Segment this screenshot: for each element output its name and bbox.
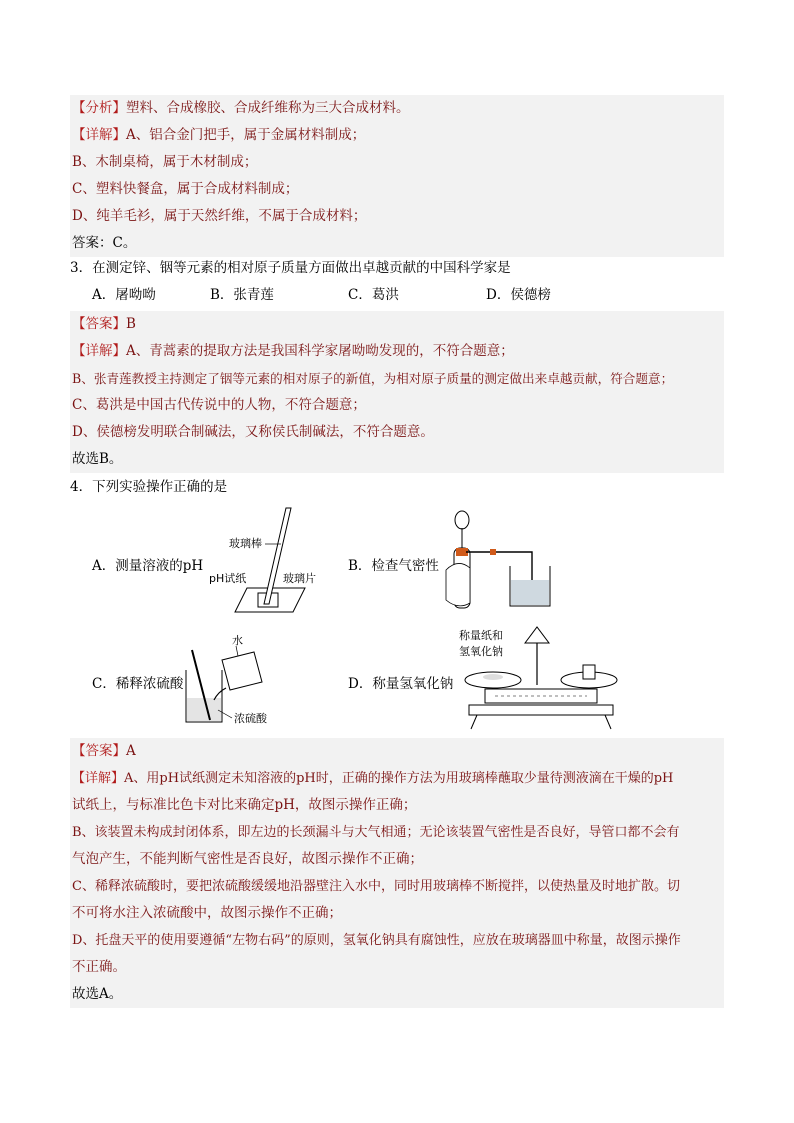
analysis-text: 塑料、合成橡胶、合成纤维称为三大合成材料。 (126, 100, 410, 116)
acid-label: 浓硫酸 (234, 712, 267, 725)
q4-detail-c2: 不可将水注入浓硫酸中，故图示操作不正确； (72, 905, 342, 921)
q2-detail-a (70, 122, 724, 149)
base (469, 705, 613, 715)
rubber-joint (490, 549, 496, 555)
q4-detail-a1 (70, 765, 724, 792)
q3-option-d: D．侯德榜 (486, 287, 551, 303)
q4-option-d: D．称量氢氧化钠 (348, 676, 454, 692)
q4-stem: 4．下列实验操作正确的是 (70, 479, 228, 495)
hand (446, 563, 470, 605)
q4-answer (70, 738, 724, 765)
q4-detail-a2: 试纸上，与标准比色卡对比来确定pH，故图示操作正确； (72, 797, 417, 813)
ph-test-figure (205, 500, 325, 620)
q4-detail-d1: D、托盘天平的使用要遵循“左物右码”的原则，氢氧化钠具有腐蚀性，应放在玻璃器皿中称量，故图示操作 (72, 933, 681, 948)
q4-detail-b2: 气泡产生，不能判断气密性是否良好，故图示操作不正确； (72, 851, 423, 867)
detail-text: A、用pH试纸测定未知溶液的pH时，正确的操作方法为用玻璃棒蘸取少量待测液滴在干燥的pH (124, 771, 674, 786)
q4-option-b: B．检查气密性 (348, 558, 439, 574)
q4-detail-c1: C、稀释浓硫酸时，要把浓硫酸缓缓地沿器壁注入水中，同时用玻璃棒不断搅拌，以使热量及时地扩散。切 (72, 879, 680, 894)
balance-figure (455, 625, 630, 735)
q4-option-c: C．稀释浓硫酸 (92, 676, 184, 692)
q4-solution-block (70, 738, 724, 1008)
q3-solution-block (70, 311, 724, 473)
q4-detail-b1: B、该装置未构成封闭体系，即左边的长颈漏斗与大气相通；无论该装置气密性是否良好，导管口都不会有 (72, 825, 680, 840)
sample (483, 674, 503, 680)
answer-value: B (126, 316, 136, 332)
water (511, 580, 549, 605)
detail-text: A、铝合金门把手，属于金属材料制成； (126, 127, 366, 143)
water-label: 水 (232, 634, 243, 647)
paper-label: pH试纸 (209, 572, 247, 585)
detail-tag: 【详解】 (72, 771, 125, 786)
q2-answer: 答案：C。 (72, 235, 137, 251)
glass-rod (264, 508, 291, 604)
paper-naoh-label-2: 氢氧化钠 (459, 645, 503, 658)
detail-text: A、青蒿素的提取方法是我国科学家屠呦呦发现的，不符合题意； (126, 343, 514, 359)
q3-option-c: C．葛洪 (348, 287, 399, 303)
q2-solution-block (70, 95, 724, 257)
q2-detail-b: B、木制桌椅，属于木材制成； (72, 154, 258, 170)
funnel-bulb (455, 511, 469, 529)
answer-tag: 【答案】 (72, 743, 126, 759)
detail-tag: 【详解】 (72, 343, 126, 359)
q3-option-b: B．张青莲 (210, 287, 274, 303)
q3-detail-b: B、张青莲教授主持测定了铟等元素的相对原子的新值，为相对原子质量的测定做出来卓越贡献，符合题意； (72, 371, 674, 386)
plate-label: 玻璃片 (283, 572, 316, 585)
q3-detail-d: D、侯德榜发明联合制碱法，又称侯氏制碱法，不符合题意。 (72, 424, 434, 440)
q2-detail-c: C、塑料快餐盒，属于合成材料制成； (72, 181, 299, 197)
airtightness-figure (440, 508, 560, 610)
analysis-tag: 【分析】 (72, 100, 126, 116)
q4-option-a: A．测量溶液的pH (92, 558, 204, 574)
answer-value: A (126, 743, 136, 759)
q3-options (92, 282, 712, 309)
q4-detail-d2: 不正确。 (72, 959, 126, 975)
answer-tag: 【答案】 (72, 316, 126, 332)
q4-conclusion: 故选A。 (72, 986, 123, 1002)
q3-detail-c: C、葛洪是中国古代传说中的人物，不符合题意； (72, 397, 366, 413)
pointer-scale (525, 627, 549, 643)
dilute-acid-figure (178, 630, 298, 730)
q3-conclusion: 故选B。 (72, 451, 123, 467)
detail-tag: 【详解】 (72, 127, 126, 143)
rod-label: 玻璃棒 (229, 537, 262, 550)
paper-naoh-label-1: 称量纸和 (459, 629, 503, 642)
weight (583, 665, 595, 679)
acid-liquid (187, 698, 221, 721)
q2-detail-d: D、纯羊毛衫，属于天然纤维，不属于合成材料； (72, 208, 367, 224)
q3-option-a: A．屠呦呦 (92, 287, 156, 303)
q3-stem: 3．在测定锌、铟等元素的相对原子质量方面做出卓越贡献的中国科学家是 (70, 260, 511, 276)
q3-answer (70, 311, 724, 338)
q2-analysis (70, 95, 724, 122)
pouring-beaker (222, 652, 262, 690)
q3-detail-a (70, 338, 724, 365)
